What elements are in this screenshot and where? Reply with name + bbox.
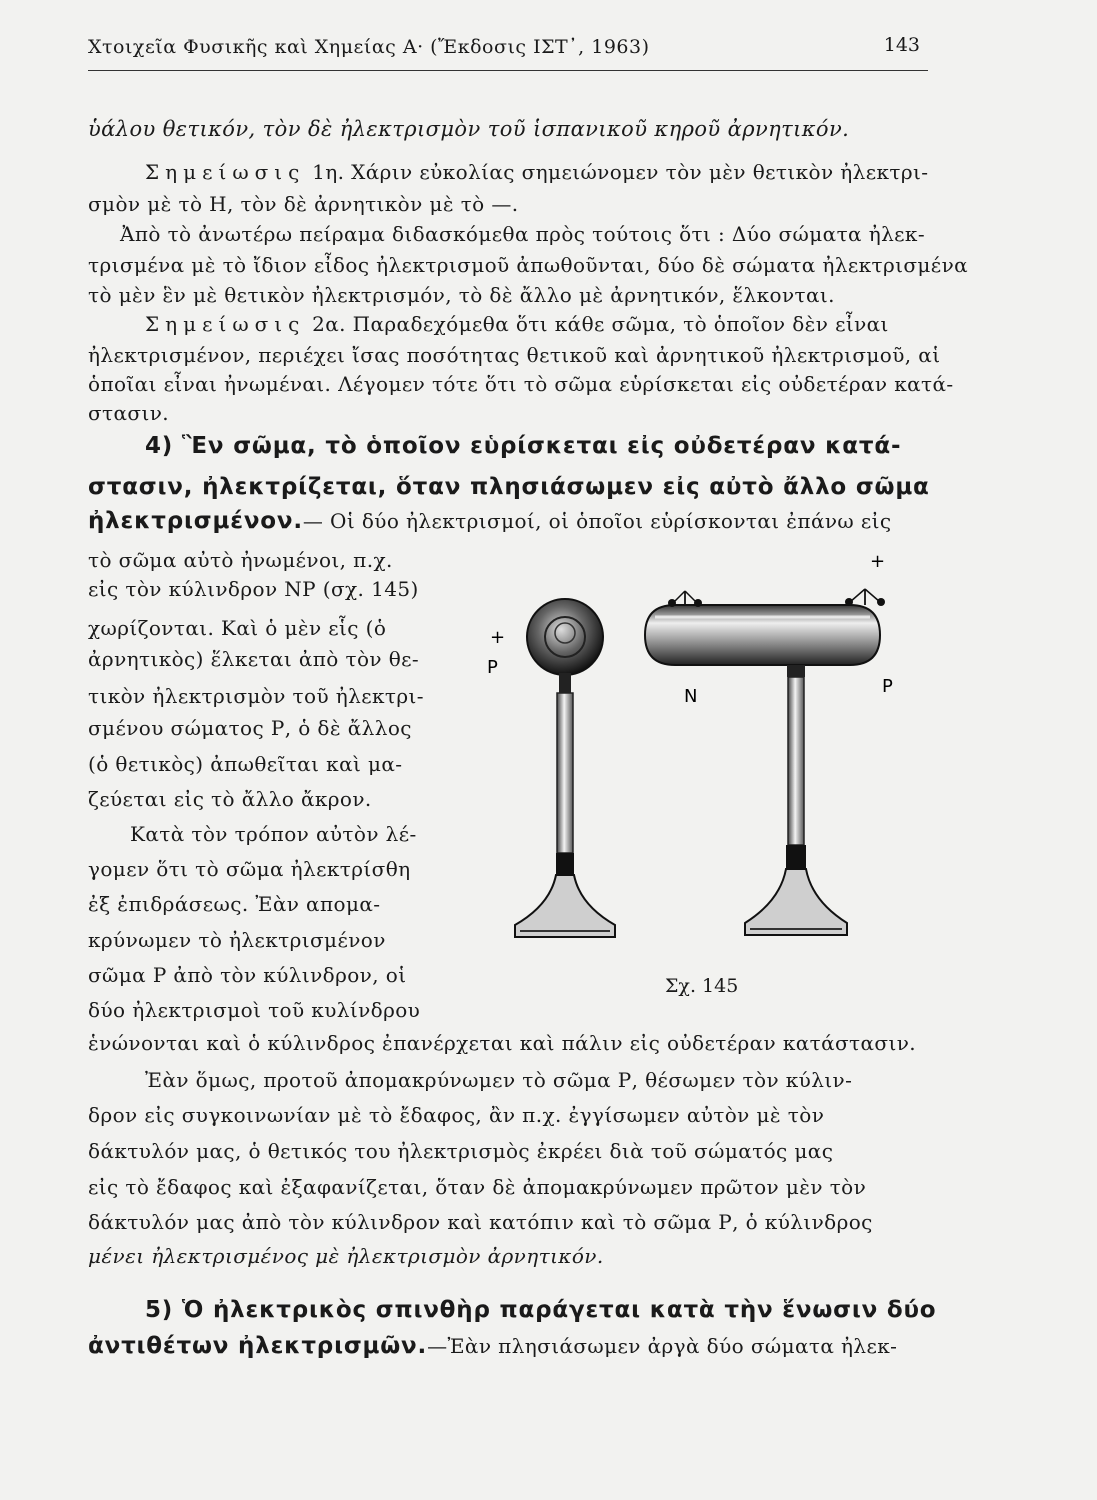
- text-line: εἰς τὸν κύλινδρον ΝΡ (σχ. 145): [88, 577, 419, 601]
- figure-drawing: [470, 545, 940, 1015]
- running-header: [88, 36, 928, 71]
- label-plus-top: +: [870, 551, 886, 572]
- text-line: τικὸν ἠλεκτρισμὸν τοῦ ἠλεκτρι-: [88, 684, 424, 708]
- note-line: [145, 312, 889, 336]
- heading-tail: ἀντιθέτων ἠλεκτρισμῶν.: [88, 1333, 428, 1359]
- text-line: ἐξ ἐπιδράσεως. Ἐὰν απομα-: [88, 892, 381, 916]
- note-label: Σημείωσις: [145, 160, 306, 184]
- label-plus-left: +: [490, 627, 506, 648]
- text-line: ζεύεται εἰς τὸ ἄλλο ἄκρον.: [88, 787, 372, 811]
- text-line: δάκτυλόν μας ἀπὸ τὸν κύλινδρον καὶ κατόπιν καὶ τὸ σῶμα Ρ, ὁ κύλινδρος: [88, 1210, 873, 1234]
- text-line: τρισμένα μὲ τὸ ἴδιον εἶδος ἠλεκτρισμοῦ ἀπωθοῦνται, δύο δὲ σώματα ἠλεκτρισμένα: [88, 253, 969, 277]
- section-heading-4: 4) Ἓν σῶμα, τὸ ὁποῖον εὑρίσκεται εἰς οὐδετέραν κατά-: [145, 433, 902, 459]
- text-line: χωρίζονται. Καὶ ὁ μὲν εἷς (ὁ: [88, 616, 387, 640]
- text-line: Ἐὰν ὅμως, προτοῦ ἀπομακρύνωμεν τὸ σῶμα Ρ, θέσωμεν τὸν κύλιν-: [145, 1068, 853, 1092]
- label-p-right: P: [882, 676, 893, 697]
- cylinder-stand: [645, 589, 885, 935]
- text-line: σῶμα Ρ ἀπὸ τὸν κύλινδρον, οἱ: [88, 963, 407, 987]
- heading-text: —Ἐὰν πλησιάσωμεν ἀργὰ δύο σώματα ἠλεκ-: [427, 1334, 898, 1358]
- text-line: ἠλεκτρισμένον, περιέχει ἴσας ποσότητας θετικοῦ καὶ ἀρνητικοῦ ἠλεκτρισμοῦ, αἱ: [88, 343, 941, 367]
- text-line: μένει ἠλεκτρισμένος μὲ ἠλεκτρισμὸν ἀρνητικόν.: [88, 1244, 604, 1268]
- text-line: δύο ἠλεκτρισμοὶ τοῦ κυλίνδρου: [88, 998, 421, 1022]
- text-line: τὸ σῶμα αὐτὸ ἠνωμένοι, π.χ.: [88, 548, 393, 572]
- insulating-rod: [557, 693, 573, 853]
- pith-ball: [845, 598, 853, 606]
- figure-caption: Σχ. 145: [665, 975, 739, 997]
- section-heading-4-cont: στασιν, ἠλεκτρίζεται, ὅταν πλησιάσωμεν εἰς αὐτὸ ἄλλο σῶμα: [88, 474, 930, 500]
- pith-ball: [668, 599, 676, 607]
- text-line: Κατὰ τὸν τρόπον αὐτὸν λέ-: [130, 822, 417, 846]
- text-line: τὸ μὲν ἓν μὲ θετικὸν ἠλεκτρισμόν, τὸ δὲ ἄλλο μὲ ἀρνητικόν, ἕλκονται.: [88, 283, 835, 307]
- label-n: N: [684, 686, 698, 707]
- heading-line: [88, 508, 891, 534]
- text-line: (ὁ θετικὸς) ἀπωθεῖται καὶ μα-: [88, 752, 403, 776]
- heading-tail: ἠλεκτρισμένον.: [88, 508, 303, 534]
- metal-cylinder: [645, 605, 880, 665]
- note-line: [145, 160, 928, 184]
- header-title: Χτοιχεῖα Φυσικῆς καὶ Χημείας Α· (Ἔκδοσις ΙΣΤ᾽, 1963): [88, 36, 650, 58]
- insulating-rod: [788, 677, 804, 845]
- page-number: 143: [883, 34, 920, 56]
- heading-line: [88, 1333, 897, 1359]
- label-p-left: P: [487, 657, 498, 678]
- text-line: κρύνωμεν τὸ ἠλεκτρισμένον: [88, 928, 386, 952]
- stand-base: [515, 875, 615, 937]
- text-line: δάκτυλόν μας, ὁ θετικός του ἠλεκτρισμὸς ἐκρέει διὰ τοῦ σώματός μας: [88, 1139, 834, 1163]
- text-line: εἰς τὸ ἔδαφος καὶ ἐξαφανίζεται, ὅταν δὲ ἀπομακρύνωμεν πρῶτον μὲν τὸν: [88, 1175, 867, 1199]
- pith-ball: [877, 598, 885, 606]
- text-line: ὁποῖαι εἶναι ἠνωμέναι. Λέγομεν τότε ὅτι τὸ σῶμα εὑρίσκεται εἰς οὐδετέραν κατά-: [88, 372, 954, 396]
- note-text: 1η. Χάριν εὐκολίας σημειώνομεν τὸν μὲν θετικὸν ἠλεκτρι-: [305, 160, 929, 184]
- sphere-stand: [515, 599, 615, 937]
- text-line: ἑνώνονται καὶ ὁ κύλινδρος ἐπανέρχεται καὶ πάλιν εἰς οὐδετέραν κατάστασιν.: [88, 1031, 917, 1055]
- pith-ball: [694, 599, 702, 607]
- text-line: δρον εἰς συγκοινωνίαν μὲ τὸ ἔδαφος, ἂν π.χ. ἐγγίσωμεν αὐτὸν μὲ τὸν: [88, 1103, 825, 1127]
- note-label: Σημείωσις: [145, 312, 306, 336]
- charged-sphere: [527, 599, 603, 675]
- text-line: Ἀπὸ τὸ ἀνωτέρω πείραμα διδασκόμεθα πρὸς τούτοις ὅτι : Δύο σώματα ἠλεκ-: [120, 222, 925, 246]
- text-line: γομεν ὅτι τὸ σῶμα ἠλεκτρίσθη: [88, 857, 411, 881]
- figure-145: [470, 545, 940, 1015]
- text-line: ὑάλου θετικόν, τὸν δὲ ἠλεκτρισμὸν τοῦ ἱσπανικοῦ κηροῦ ἀρνητικόν.: [88, 117, 850, 141]
- text-line: σμένου σώματος Ρ, ὁ δὲ ἄλλος: [88, 716, 412, 740]
- text-line: στασιν.: [88, 401, 170, 425]
- heading-text: — Οἱ δύο ἠλεκτρισμοί, οἱ ὁποῖοι εὑρίσκονται ἐπάνω εἰς: [302, 509, 892, 533]
- text-line: σμὸν μὲ τὸ Η, τὸν δὲ ἀρνητικὸν μὲ τὸ —.: [88, 192, 519, 216]
- section-heading-5: 5) Ὁ ἠλεκτρικὸς σπινθὴρ παράγεται κατὰ τὴν ἕνωσιν δύο: [145, 1297, 937, 1323]
- note-text: 2α. Παραδεχόμεθα ὅτι κάθε σῶμα, τὸ ὁποῖον δὲν εἶναι: [305, 312, 889, 336]
- stand-base: [745, 869, 847, 935]
- text-line: ἀρνητικὸς) ἕλκεται ἀπὸ τὸν θε-: [88, 647, 420, 671]
